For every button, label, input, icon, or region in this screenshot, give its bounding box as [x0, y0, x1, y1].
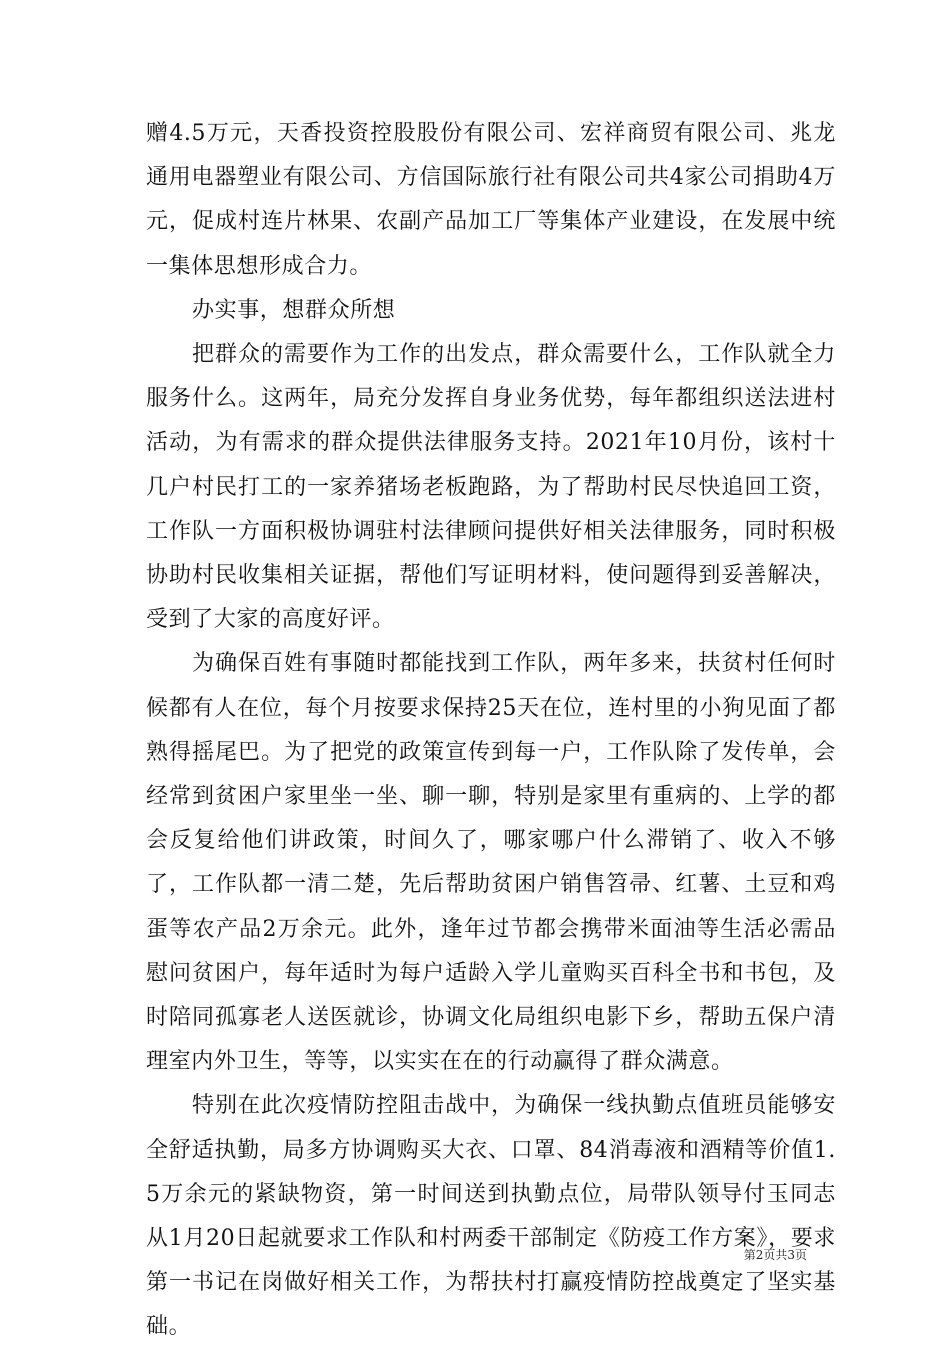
section-heading: 办实事，想群众所想 — [192, 297, 396, 323]
paragraph-continued: 赠4.5万元，天香投资控股股份有限公司、宏祥商贸有限公司、兆龙通用电器塑业有限公司、方信国际旅行社有限公司共4家公司捐助4万元，促成村连片林果、农副产品加工厂等集体产业建设，在发展中统一集体思想形成合力。 — [146, 121, 836, 279]
paragraph-legal-service: 把群众的需要作为工作的出发点，群众需要什么，工作队就全力服务什么。这两年，局充分发挥自身业务优势，每年都组织送法进村活动，为有需求的群众提供法律服务支持。2021年10月份，该村十几户村民打工的一家养猪场老板跑路，为了帮助村民尽快追回工资，工作队一方面积极协调驻村法律顾问提供好相关法律服务，同时积极协助村民收集相关证据，帮他们写证明材料，使问题得到妥善解决，受到了大家的高度好评。 — [146, 342, 836, 633]
paragraph-work-team: 为确保百姓有事随时都能找到工作队，两年多来，扶贫村任何时候都有人在位，每个月按要求保持25天在位，连村里的小狗见面了都熟得摇尾巴。为了把党的政策宣传到每一户，工作队除了发传单，会经常到贫困户家里坐一坐、聊一聊，特别是家里有重病的、上学的都会反复给他们讲政策，时间久了，哪家哪户什么滞销了、收入不够了，工作队都一清二楚，先后帮助贫困户销售笤帚、红薯、土豆和鸡蛋等农产品2万余元。此外，逢年过节都会携带米面油等生活必需品慰问贫困户，每年适时为每户适龄入学儿童购买百科全书和书包，及时陪同孤寡老人送医就诊，协调文化局组织电影下乡，帮助五保户清理室内外卫生，等等，以实实在在的行动赢得了群众满意。 — [146, 651, 836, 1075]
page-number: 第2页共3页 — [743, 1248, 807, 1262]
paragraph-epidemic: 特别在此次疫情防控阻击战中，为确保一线执勤点值班员能够安全舒适执勤，局多方协调购买大衣、口罩、84消毒液和酒精等价值1.5万余元的紧缺物资，第一时间送到执勤点位，局带队领导付玉同志从1月20日起就要求工作队和村两委干部制定《防疫工作方案》，要求第一书记在岗做好相关工作，为帮扶村打赢疫情防控战奠定了坚实基础。 — [146, 1093, 836, 1340]
body-text — [146, 112, 836, 1350]
